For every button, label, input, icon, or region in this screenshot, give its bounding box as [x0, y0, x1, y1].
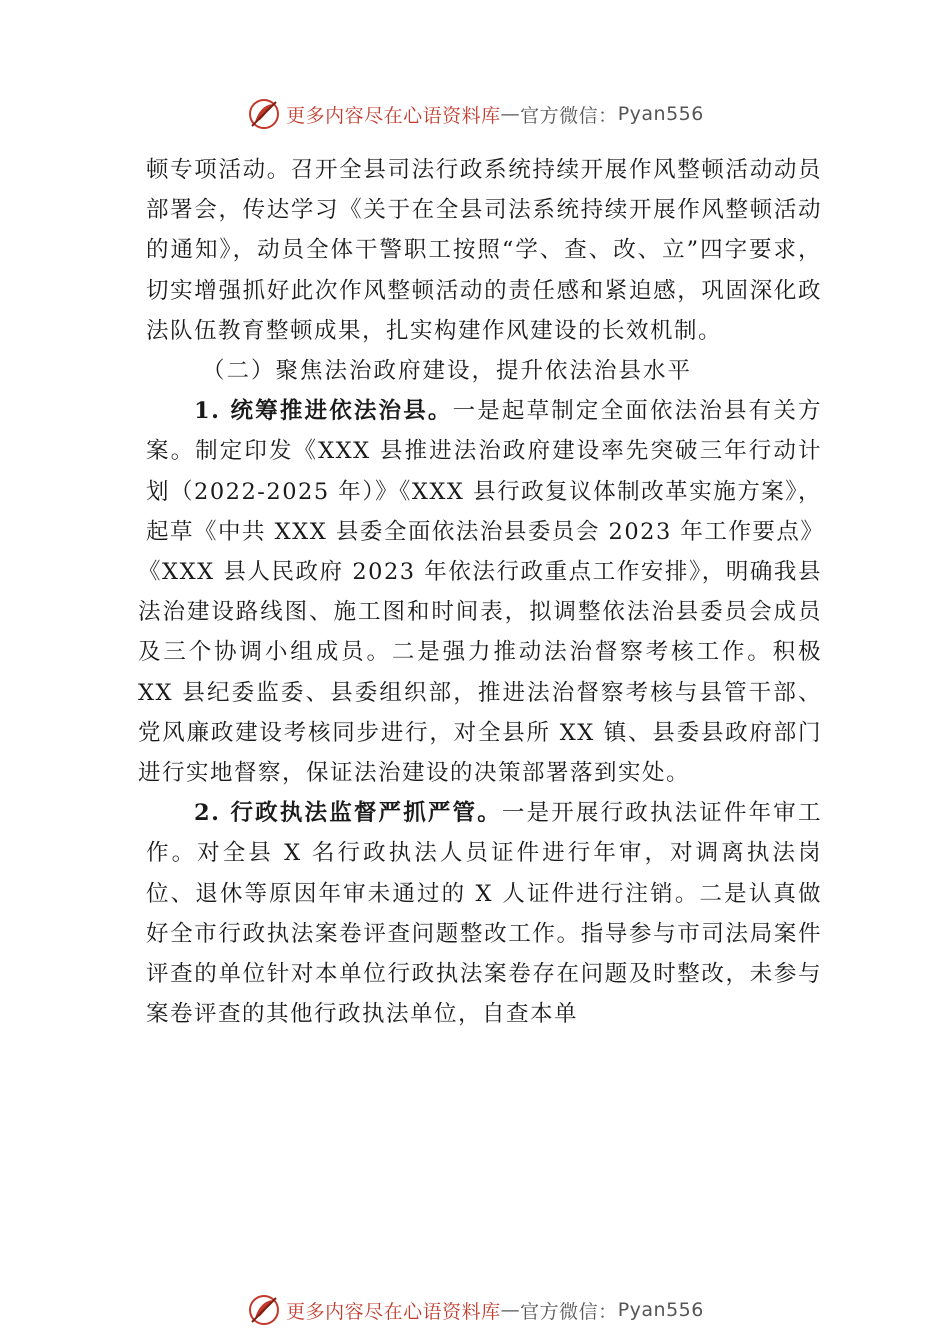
paragraph-section-1-continued: 《XXX 县人民政府 2023 年依法行政重点工作安排》，明确我县法治建设路线图、施工图和时间表，拟调整依法治县委员会成员及三个协调小组成员。二是强力推动法治督察考核工作。积极 XX 县纪委监委、县委组织部，推进法治督察考核与县管干部、党风廉政建设考核同步进行，对全县所 XX 镇、县委县政府部门进行实地督察，保证法治建设的决策部署落到实处。	[138, 559, 822, 787]
section-2-body: 一是开展行政执法证件年审工作。对全县 X 名行政执法人员证件进行年审，对调离执法岗位、退休等原因年审未通过的 X 人证件进行注销。二是认真做好全市行政执法案卷评查问题整改工作。指导参与市司法局案件评查的单位针对本单位行政执法案卷存在问题及时整改，未参与案卷评查的其他行政执法单位，自查本单	[146, 800, 822, 1028]
header-red-text: 更多内容尽在心语资料库	[286, 104, 501, 127]
footer-red-text: 更多内容尽在心语资料库	[286, 1300, 501, 1323]
header-gray-text: 官方微信：	[520, 104, 618, 127]
footer-dash: —	[500, 1299, 521, 1321]
paragraph-section-2	[146, 793, 822, 1034]
footer-gray-text: 官方微信：	[520, 1300, 618, 1323]
header-wechat-id: Pyan556	[617, 103, 704, 125]
footer-banner	[0, 1292, 950, 1328]
brush-logo-icon	[246, 96, 282, 132]
header-banner	[0, 96, 950, 132]
footer-wechat-id: Pyan556	[617, 1299, 704, 1321]
section-1-body: 一是起草制定全面依法治县有关方案。制定印发《XXX 县推进法治政府建设率先突破三年行动计划（2022-2025 年）》《XXX 县行政复议体制改革实施方案》， 起草《中共 XXX 县委全面依法治县委员会 2023 年工作要点》	[146, 398, 825, 545]
header-dash: —	[500, 103, 521, 125]
section-heading-2: （二）聚焦法治政府建设，提升依法治县水平	[202, 358, 693, 385]
document-body	[138, 150, 825, 1034]
section-2-title: 2. 行政执法监督严抓严管。	[194, 800, 502, 827]
section-1-title: 1. 统筹推进依法治县。	[194, 398, 453, 425]
paragraph-1: 顿专项活动。召开全县司法行政系统持续开展作风整顿活动动员部署会，传达学习《关于在全县司法系统持续开展作风整顿活动的通知》，动员全体干警职工按照“学、查、改、立”四字要求，切实增强抓好此次作风整顿活动的责任感和紧迫感，巩固深化政法队伍教育整顿成果，扎实构建作风建设的长效机制。	[146, 157, 822, 344]
paragraph-section-1	[146, 391, 825, 552]
brush-logo-icon	[246, 1292, 282, 1328]
